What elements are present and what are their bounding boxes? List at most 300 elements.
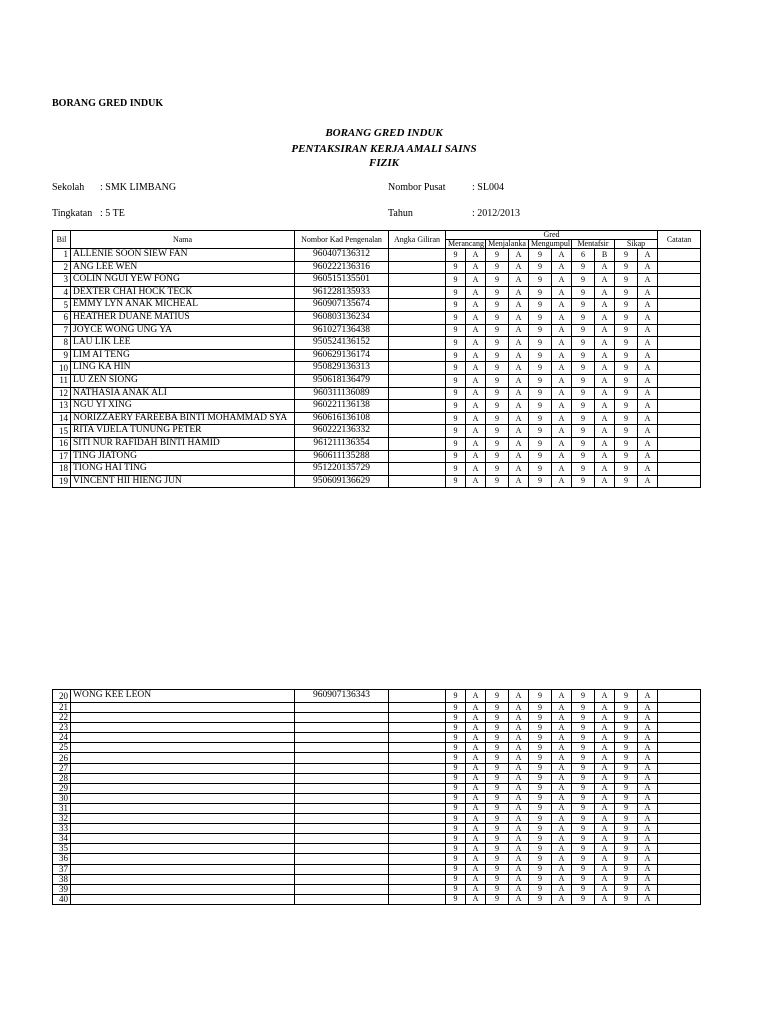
cell-grade: A bbox=[552, 793, 572, 803]
cell-grade: 9 bbox=[446, 450, 466, 463]
cell-bil: 14 bbox=[53, 412, 71, 425]
cell-grade: 9 bbox=[615, 463, 638, 476]
cell-bil: 4 bbox=[53, 286, 71, 299]
cell-grade: A bbox=[552, 425, 572, 438]
cell-catatan bbox=[658, 286, 701, 299]
cell-angka-giliran bbox=[389, 261, 446, 274]
cell-grade: 9 bbox=[486, 450, 509, 463]
cell-angka-giliran bbox=[389, 783, 446, 793]
cell-name bbox=[71, 803, 295, 813]
cell-grade: 9 bbox=[529, 753, 552, 763]
cell-catatan bbox=[658, 743, 701, 753]
cell-grade: 9 bbox=[615, 763, 638, 773]
cell-grade: 9 bbox=[529, 854, 552, 864]
cell-grade: A bbox=[638, 387, 658, 400]
cell-angka-giliran bbox=[389, 362, 446, 375]
cell-name bbox=[71, 814, 295, 824]
cell-grade: A bbox=[638, 884, 658, 894]
cell-grade: A bbox=[466, 733, 486, 743]
cell-grade: A bbox=[466, 337, 486, 350]
cell-bil: 29 bbox=[53, 783, 71, 793]
cell-bil: 23 bbox=[53, 723, 71, 733]
cell-grade: 9 bbox=[446, 437, 466, 450]
cell-grade: 9 bbox=[572, 814, 595, 824]
cell-name: WONG KEE LEON bbox=[71, 690, 295, 703]
cell-grade: 9 bbox=[486, 733, 509, 743]
cell-grade: 9 bbox=[615, 286, 638, 299]
cell-grade: 9 bbox=[572, 864, 595, 874]
cell-grade: 9 bbox=[486, 783, 509, 793]
cell-angka-giliran bbox=[389, 763, 446, 773]
cell-grade: A bbox=[552, 437, 572, 450]
table-row bbox=[53, 844, 701, 854]
cell-grade: 9 bbox=[446, 884, 466, 894]
header-merancang: Merancang bbox=[446, 240, 486, 249]
cell-ic bbox=[295, 854, 389, 864]
cell-grade: A bbox=[509, 763, 529, 773]
cell-grade: 9 bbox=[486, 387, 509, 400]
cell-grade: 9 bbox=[529, 844, 552, 854]
cell-grade: 9 bbox=[486, 874, 509, 884]
cell-grade: 9 bbox=[572, 425, 595, 438]
cell-grade: A bbox=[638, 864, 658, 874]
cell-name: COLIN NGUI YEW FONG bbox=[71, 274, 295, 287]
document-header: BORANG GRED INDUK bbox=[52, 98, 164, 109]
cell-grade: 9 bbox=[486, 400, 509, 413]
cell-ic: 950618136479 bbox=[295, 374, 389, 387]
cell-grade: A bbox=[552, 412, 572, 425]
cell-grade: A bbox=[552, 844, 572, 854]
cell-grade: 9 bbox=[615, 387, 638, 400]
cell-ic bbox=[295, 773, 389, 783]
cell-grade: 9 bbox=[446, 803, 466, 813]
cell-grade: 9 bbox=[572, 803, 595, 813]
cell-grade: A bbox=[509, 874, 529, 884]
cell-grade: A bbox=[509, 311, 529, 324]
cell-grade: 9 bbox=[572, 337, 595, 350]
cell-grade: A bbox=[466, 803, 486, 813]
cell-name bbox=[71, 743, 295, 753]
table-row bbox=[53, 274, 701, 287]
cell-ic bbox=[295, 864, 389, 874]
cell-grade: 9 bbox=[615, 690, 638, 703]
cell-grade: A bbox=[595, 299, 615, 312]
cell-grade: A bbox=[638, 374, 658, 387]
cell-grade: A bbox=[552, 690, 572, 703]
cell-grade: 9 bbox=[529, 387, 552, 400]
cell-grade: 9 bbox=[529, 793, 552, 803]
cell-grade: A bbox=[466, 437, 486, 450]
cell-grade: A bbox=[638, 475, 658, 488]
cell-grade: A bbox=[466, 793, 486, 803]
cell-name: NORIZZAERY FAREEBA BINTI MOHAMMAD SYA bbox=[71, 412, 295, 425]
header-gred: Gred bbox=[446, 231, 658, 240]
cell-angka-giliran bbox=[389, 834, 446, 844]
cell-catatan bbox=[658, 713, 701, 723]
cell-grade: 9 bbox=[572, 274, 595, 287]
cell-grade: 9 bbox=[615, 362, 638, 375]
cell-bil: 35 bbox=[53, 844, 71, 854]
cell-grade: 9 bbox=[529, 286, 552, 299]
cell-grade: A bbox=[509, 743, 529, 753]
cell-grade: A bbox=[509, 349, 529, 362]
cell-grade: 9 bbox=[572, 412, 595, 425]
cell-name bbox=[71, 773, 295, 783]
cell-grade: A bbox=[552, 753, 572, 763]
cell-grade: A bbox=[509, 713, 529, 723]
table-row bbox=[53, 463, 701, 476]
cell-grade: 9 bbox=[486, 437, 509, 450]
table-row bbox=[53, 249, 701, 262]
cell-grade: A bbox=[638, 894, 658, 904]
cell-grade: 9 bbox=[615, 450, 638, 463]
cell-grade: 9 bbox=[615, 374, 638, 387]
nombor-pusat-value: : SL004 bbox=[472, 182, 504, 193]
cell-grade: 9 bbox=[572, 703, 595, 713]
cell-grade: 9 bbox=[486, 475, 509, 488]
table-row bbox=[53, 884, 701, 894]
cell-grade: 9 bbox=[446, 690, 466, 703]
cell-grade: 9 bbox=[486, 261, 509, 274]
cell-grade: 9 bbox=[572, 349, 595, 362]
tingkatan-label: Tingkatan bbox=[52, 208, 93, 219]
cell-ic bbox=[295, 723, 389, 733]
table-row bbox=[53, 437, 701, 450]
cell-catatan bbox=[658, 337, 701, 350]
cell-grade: A bbox=[552, 261, 572, 274]
cell-grade: 9 bbox=[572, 793, 595, 803]
cell-grade: A bbox=[595, 763, 615, 773]
table-row bbox=[53, 425, 701, 438]
cell-bil: 1 bbox=[53, 249, 71, 262]
cell-bil: 11 bbox=[53, 374, 71, 387]
cell-grade: 9 bbox=[446, 412, 466, 425]
cell-grade: A bbox=[552, 743, 572, 753]
table-row bbox=[53, 387, 701, 400]
cell-catatan bbox=[658, 299, 701, 312]
cell-grade: A bbox=[552, 274, 572, 287]
cell-catatan bbox=[658, 412, 701, 425]
cell-grade: A bbox=[595, 690, 615, 703]
cell-catatan bbox=[658, 894, 701, 904]
cell-ic: 960629136174 bbox=[295, 349, 389, 362]
cell-grade: A bbox=[595, 463, 615, 476]
cell-grade: A bbox=[509, 286, 529, 299]
cell-grade: A bbox=[595, 723, 615, 733]
cell-bil: 21 bbox=[53, 703, 71, 713]
cell-name bbox=[71, 733, 295, 743]
cell-grade: A bbox=[552, 703, 572, 713]
table-row bbox=[53, 803, 701, 813]
cell-grade: 9 bbox=[446, 249, 466, 262]
cell-grade: 9 bbox=[529, 824, 552, 834]
cell-grade: A bbox=[638, 400, 658, 413]
cell-grade: A bbox=[466, 884, 486, 894]
cell-grade: 9 bbox=[486, 753, 509, 763]
cell-angka-giliran bbox=[389, 703, 446, 713]
cell-grade: A bbox=[595, 834, 615, 844]
cell-grade: A bbox=[466, 311, 486, 324]
cell-name bbox=[71, 844, 295, 854]
cell-grade: 9 bbox=[446, 463, 466, 476]
sekolah-label: Sekolah bbox=[52, 182, 85, 193]
cell-grade: 9 bbox=[486, 773, 509, 783]
header-bil: Bil bbox=[53, 231, 71, 249]
cell-grade: 9 bbox=[446, 261, 466, 274]
cell-grade: A bbox=[595, 387, 615, 400]
table-row bbox=[53, 763, 701, 773]
cell-grade: A bbox=[466, 814, 486, 824]
cell-grade: A bbox=[552, 400, 572, 413]
cell-grade: A bbox=[509, 274, 529, 287]
cell-catatan bbox=[658, 324, 701, 337]
cell-grade: 9 bbox=[446, 425, 466, 438]
cell-grade: 9 bbox=[446, 299, 466, 312]
cell-catatan bbox=[658, 814, 701, 824]
cell-grade: A bbox=[552, 884, 572, 894]
cell-grade: 6 bbox=[572, 249, 595, 262]
cell-grade: 9 bbox=[572, 783, 595, 793]
cell-grade: A bbox=[638, 743, 658, 753]
cell-grade: A bbox=[638, 261, 658, 274]
cell-grade: 9 bbox=[615, 773, 638, 783]
cell-grade: A bbox=[466, 753, 486, 763]
table-row bbox=[53, 753, 701, 763]
cell-grade: 9 bbox=[529, 773, 552, 783]
cell-grade: A bbox=[552, 249, 572, 262]
cell-ic: 961027136438 bbox=[295, 324, 389, 337]
cell-ic: 960407136312 bbox=[295, 249, 389, 262]
cell-catatan bbox=[658, 690, 701, 703]
cell-grade: A bbox=[595, 324, 615, 337]
cell-grade: A bbox=[552, 824, 572, 834]
cell-angka-giliran bbox=[389, 387, 446, 400]
cell-grade: 9 bbox=[615, 249, 638, 262]
cell-bil: 18 bbox=[53, 463, 71, 476]
cell-name bbox=[71, 874, 295, 884]
cell-catatan bbox=[658, 773, 701, 783]
cell-grade: A bbox=[595, 824, 615, 834]
cell-catatan bbox=[658, 793, 701, 803]
cell-grade: A bbox=[552, 803, 572, 813]
cell-grade: 9 bbox=[615, 311, 638, 324]
cell-bil: 20 bbox=[53, 690, 71, 703]
cell-grade: A bbox=[638, 763, 658, 773]
cell-grade: 9 bbox=[446, 349, 466, 362]
cell-ic bbox=[295, 763, 389, 773]
cell-angka-giliran bbox=[389, 286, 446, 299]
cell-ic: 960222136332 bbox=[295, 425, 389, 438]
cell-grade: 9 bbox=[572, 743, 595, 753]
cell-grade: 9 bbox=[529, 763, 552, 773]
cell-grade: 9 bbox=[529, 349, 552, 362]
cell-grade: 9 bbox=[615, 299, 638, 312]
cell-grade: 9 bbox=[446, 400, 466, 413]
cell-grade: 9 bbox=[529, 874, 552, 884]
cell-grade: A bbox=[638, 362, 658, 375]
cell-ic: 960907136343 bbox=[295, 690, 389, 703]
cell-ic bbox=[295, 824, 389, 834]
cell-grade: 9 bbox=[572, 437, 595, 450]
cell-grade: A bbox=[552, 854, 572, 864]
cell-grade: 9 bbox=[529, 723, 552, 733]
cell-angka-giliran bbox=[389, 874, 446, 884]
cell-grade: 9 bbox=[446, 814, 466, 824]
table-row bbox=[53, 324, 701, 337]
cell-grade: A bbox=[509, 854, 529, 864]
cell-angka-giliran bbox=[389, 824, 446, 834]
cell-grade: 9 bbox=[615, 894, 638, 904]
cell-grade: A bbox=[466, 412, 486, 425]
cell-bil: 6 bbox=[53, 311, 71, 324]
cell-bil: 28 bbox=[53, 773, 71, 783]
cell-name bbox=[71, 864, 295, 874]
cell-grade: 9 bbox=[572, 400, 595, 413]
cell-bil: 34 bbox=[53, 834, 71, 844]
cell-bil: 31 bbox=[53, 803, 71, 813]
cell-bil: 12 bbox=[53, 387, 71, 400]
cell-ic bbox=[295, 803, 389, 813]
cell-grade: A bbox=[509, 864, 529, 874]
header-nama: Nama bbox=[71, 231, 295, 249]
table-row bbox=[53, 703, 701, 713]
cell-grade: 9 bbox=[615, 753, 638, 763]
cell-grade: 9 bbox=[572, 450, 595, 463]
cell-grade: 9 bbox=[446, 475, 466, 488]
cell-grade: A bbox=[552, 894, 572, 904]
cell-grade: A bbox=[509, 463, 529, 476]
cell-bil: 3 bbox=[53, 274, 71, 287]
cell-grade: 9 bbox=[486, 814, 509, 824]
cell-grade: 9 bbox=[446, 763, 466, 773]
cell-grade: A bbox=[509, 450, 529, 463]
cell-bil: 17 bbox=[53, 450, 71, 463]
cell-catatan bbox=[658, 803, 701, 813]
cell-name: SITI NUR RAFIDAH BINTI HAMID bbox=[71, 437, 295, 450]
cell-ic bbox=[295, 874, 389, 884]
cell-bil: 24 bbox=[53, 733, 71, 743]
cell-grade: A bbox=[595, 703, 615, 713]
cell-grade: 9 bbox=[529, 324, 552, 337]
cell-grade: A bbox=[466, 261, 486, 274]
cell-grade: 9 bbox=[529, 249, 552, 262]
cell-grade: 9 bbox=[529, 814, 552, 824]
cell-grade: A bbox=[595, 713, 615, 723]
cell-angka-giliran bbox=[389, 400, 446, 413]
cell-grade: A bbox=[638, 874, 658, 884]
cell-name: LAU LIK LEE bbox=[71, 337, 295, 350]
cell-grade: 9 bbox=[529, 475, 552, 488]
cell-name: NATHASIA ANAK ALI bbox=[71, 387, 295, 400]
cell-grade: A bbox=[509, 824, 529, 834]
cell-grade: A bbox=[509, 703, 529, 713]
cell-grade: A bbox=[595, 854, 615, 864]
cell-angka-giliran bbox=[389, 274, 446, 287]
cell-name bbox=[71, 783, 295, 793]
cell-angka-giliran bbox=[389, 690, 446, 703]
cell-angka-giliran bbox=[389, 412, 446, 425]
nombor-pusat-label: Nombor Pusat bbox=[388, 182, 446, 193]
cell-grade: A bbox=[595, 874, 615, 884]
cell-angka-giliran bbox=[389, 803, 446, 813]
cell-grade: 9 bbox=[486, 824, 509, 834]
cell-grade: A bbox=[638, 425, 658, 438]
cell-grade: 9 bbox=[529, 412, 552, 425]
cell-grade: 9 bbox=[572, 299, 595, 312]
table-row bbox=[53, 362, 701, 375]
cell-grade: A bbox=[595, 733, 615, 743]
table-row bbox=[53, 713, 701, 723]
cell-grade: 9 bbox=[446, 286, 466, 299]
table-row bbox=[53, 793, 701, 803]
cell-grade: A bbox=[595, 362, 615, 375]
cell-grade: 9 bbox=[446, 874, 466, 884]
cell-angka-giliran bbox=[389, 450, 446, 463]
cell-grade: 9 bbox=[529, 894, 552, 904]
cell-grade: A bbox=[552, 713, 572, 723]
cell-angka-giliran bbox=[389, 463, 446, 476]
sekolah-value: : SMK LIMBANG bbox=[100, 182, 177, 193]
cell-grade: 9 bbox=[615, 793, 638, 803]
cell-grade: 9 bbox=[486, 763, 509, 773]
cell-grade: A bbox=[509, 324, 529, 337]
cell-grade: 9 bbox=[529, 743, 552, 753]
cell-grade: 9 bbox=[446, 753, 466, 763]
table-row bbox=[53, 374, 701, 387]
cell-grade: A bbox=[638, 844, 658, 854]
table-row bbox=[53, 854, 701, 864]
cell-ic bbox=[295, 703, 389, 713]
cell-grade: A bbox=[509, 412, 529, 425]
cell-grade: 9 bbox=[615, 733, 638, 743]
cell-catatan bbox=[658, 400, 701, 413]
cell-grade: 9 bbox=[572, 773, 595, 783]
cell-ic: 960515135501 bbox=[295, 274, 389, 287]
cell-grade: A bbox=[466, 874, 486, 884]
cell-grade: 9 bbox=[572, 311, 595, 324]
table-row bbox=[53, 874, 701, 884]
table-row bbox=[53, 261, 701, 274]
cell-grade: 9 bbox=[615, 743, 638, 753]
cell-grade: 9 bbox=[572, 261, 595, 274]
header-catatan: Catatan bbox=[658, 231, 701, 249]
cell-grade: A bbox=[638, 337, 658, 350]
cell-bil: 22 bbox=[53, 713, 71, 723]
cell-angka-giliran bbox=[389, 753, 446, 763]
cell-catatan bbox=[658, 884, 701, 894]
cell-grade: A bbox=[509, 249, 529, 262]
cell-grade: A bbox=[638, 274, 658, 287]
cell-grade: A bbox=[466, 894, 486, 904]
cell-angka-giliran bbox=[389, 475, 446, 488]
cell-ic bbox=[295, 814, 389, 824]
cell-grade: 9 bbox=[615, 824, 638, 834]
table-row bbox=[53, 743, 701, 753]
cell-grade: A bbox=[509, 773, 529, 783]
table-row bbox=[53, 450, 701, 463]
cell-angka-giliran bbox=[389, 249, 446, 262]
cell-grade: A bbox=[466, 299, 486, 312]
cell-grade: A bbox=[595, 783, 615, 793]
cell-grade: A bbox=[466, 844, 486, 854]
cell-grade: A bbox=[466, 463, 486, 476]
cell-name: EMMY LYN ANAK MICHEAL bbox=[71, 299, 295, 312]
cell-catatan bbox=[658, 425, 701, 438]
cell-grade: 9 bbox=[615, 703, 638, 713]
cell-grade: A bbox=[595, 374, 615, 387]
cell-grade: A bbox=[552, 834, 572, 844]
cell-grade: A bbox=[466, 824, 486, 834]
